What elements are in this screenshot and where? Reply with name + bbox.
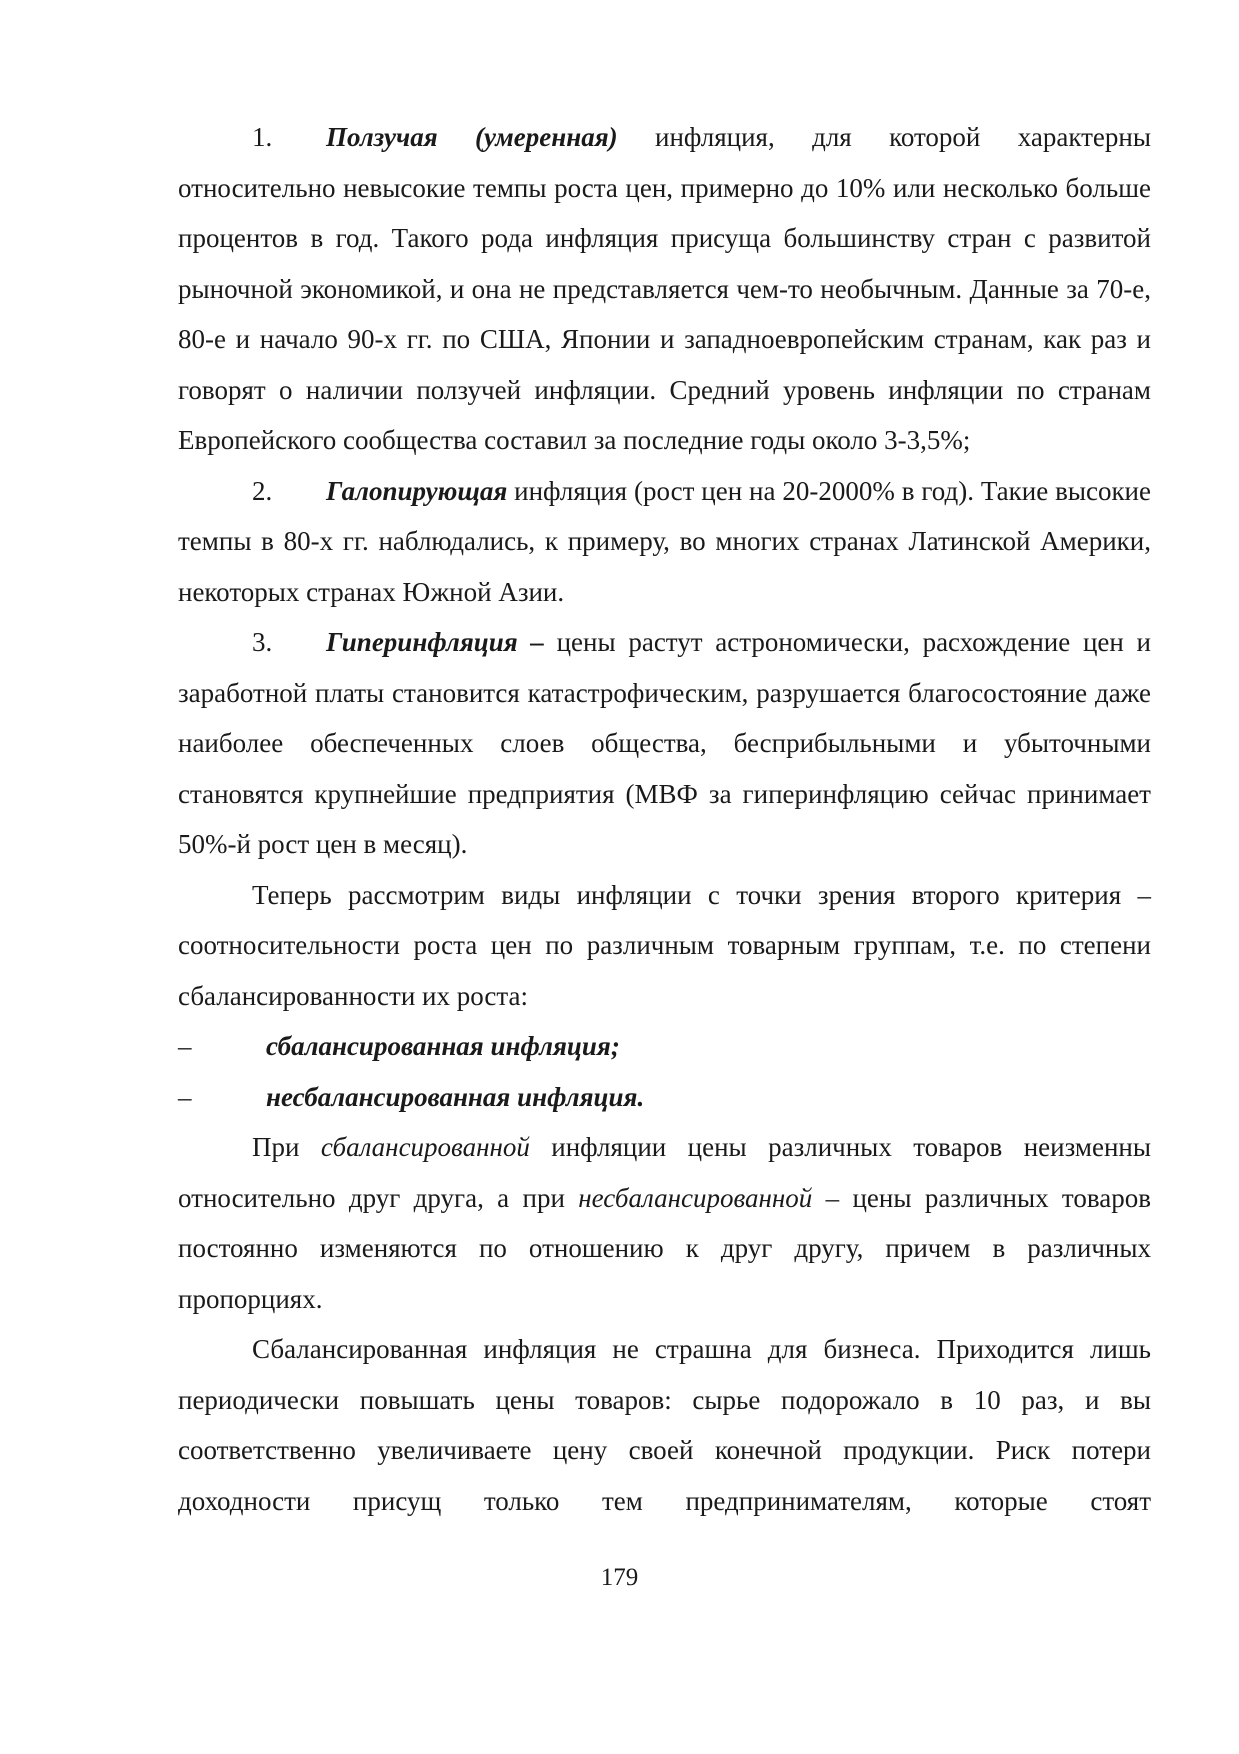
text-run: При [252,1132,321,1162]
dash-marker: – [178,1081,192,1112]
dash-item-text: сбалансированная инфляция; [266,1031,620,1061]
page-number: 179 [600,1564,639,1591]
term-creeping: Ползучая (умеренная) [326,122,618,152]
term-galloping: Галопирующая [326,475,508,506]
dash-item-balanced [178,1021,1151,1072]
list-item-galloping [178,466,1151,618]
item-number: 3. [252,627,273,657]
dash-item-text: несбалансированная инфляция. [266,1081,645,1112]
paragraph-business: Сбалансированная инфляция не страшна для бизнеса. Приходится лишь периодически повышать цены товаров: сырье подорожало в 10 раз, и вы соответственно увеличиваете цену своей конечной продукции. Риск потери доходности присущ только тем предпринимателям, которые стоят [178,1334,1151,1516]
dash-marker: – [178,1031,192,1061]
dash-item-unbalanced [178,1072,1151,1123]
term-hyperinflation: Гиперинфляция – [326,627,544,657]
item-text: инфляция, для которой характерны относительно невысокие темпы роста цен, примерно до 10% или несколько больше процентов в год. Такого рода инфляция присуща большинству стран с развитой рыночной экономикой, и она не представляется чем-то необычным. Данные за 70-е, 80-е и начало 90-х гг. по США, Японии и западноевропейским странам, как раз и говорят о наличии ползучей инфляции. Средний уровень инфляции по странам Европейского сообщества составил за последние годы около 3-3,5%; [178,122,1152,455]
paragraph-criteria: Теперь рассмотрим виды инфляции с точки зрения второго критерия – соотносительности роста цен по различным товарным группам, т.е. по степени сбалансированности их роста: [178,879,1151,1011]
page-body [178,112,1151,1526]
italic-term: сбалансированной [320,1132,530,1162]
item-number: 2. [252,475,273,506]
item-number: 1. [252,122,273,152]
paragraph-balanced [178,1122,1151,1324]
list-item-hyperinflation [178,617,1151,870]
text-run: – цены различных товаров постоянно изменяются по отношению к друг другу, причем в различных пропорциях. [178,1182,1151,1314]
item-text: цены растут астрономически, расхождение цен и заработной платы становится катастрофическим, разрушается благосостояние даже наиболее обеспеченных слоев общества, бесприбыльными и убыточными становятся крупнейшие предприятия (МВФ за гиперинфляцию сейчас принимает 50%-й рост цен в месяц). [178,627,1151,859]
item-text: инфляция (рост цен на 20-2000% в год). Такие высокие темпы в 80-х гг. наблюдались, к примеру, во многих странах Латинской Америки, некоторых странах Южной Азии. [178,475,1151,607]
italic-term: несбалансированной [578,1182,813,1213]
list-item-creeping [178,112,1151,466]
text-run: инфляции цены различных товаров неизменны относительно друг друга, а при [178,1132,1151,1213]
